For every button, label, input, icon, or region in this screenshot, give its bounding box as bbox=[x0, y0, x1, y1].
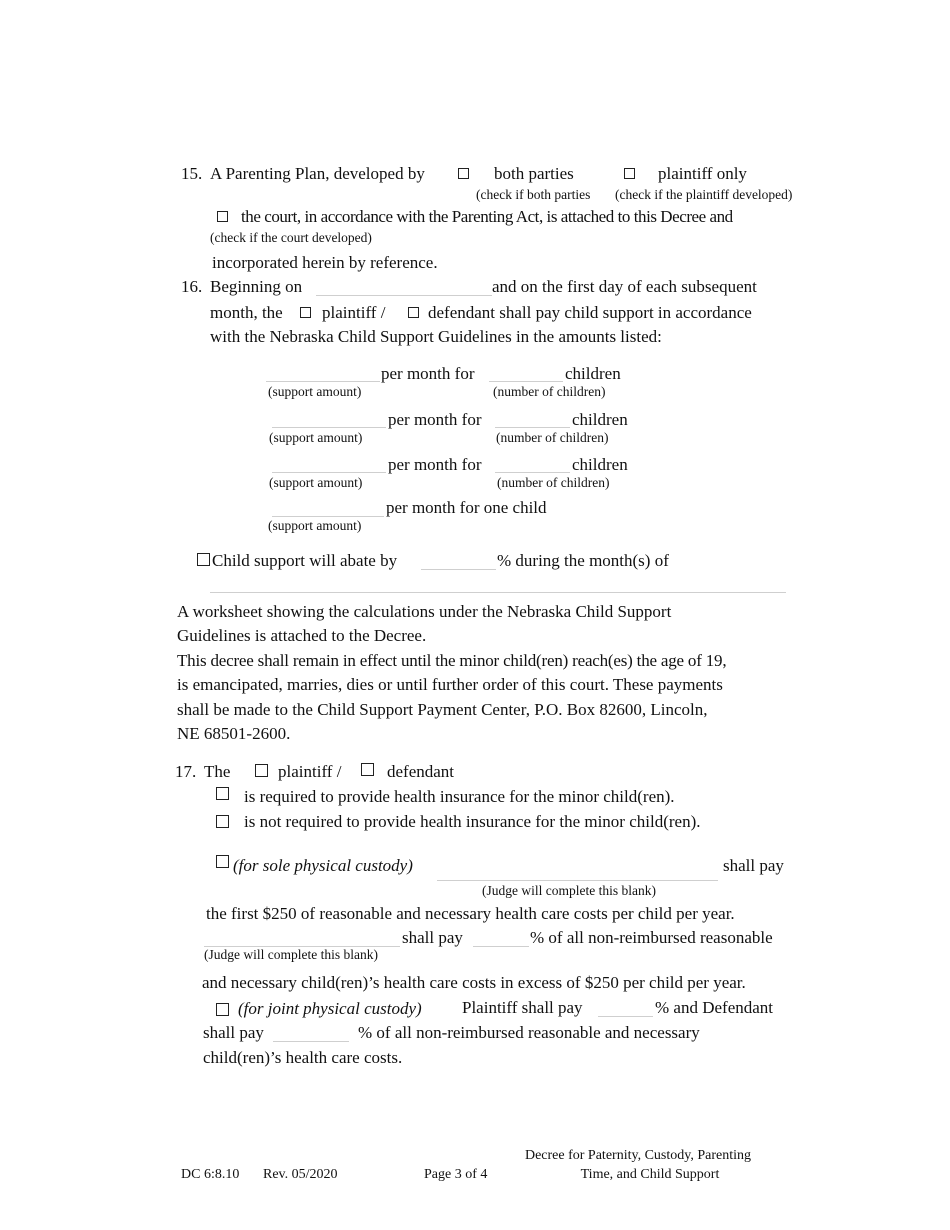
all-non-reimbursed-text: % of all non-reimbursed reasonable and necessary bbox=[358, 1023, 700, 1042]
payment-center-line: shall be made to the Child Support Payment Center, P.O. Box 82600, Lincoln, bbox=[177, 700, 708, 719]
item-15-tail: incorporated herein by reference. bbox=[212, 253, 438, 272]
plaintiff-only-note: (check if the plaintiff developed) bbox=[615, 187, 793, 202]
payer-plaintiff-label: plaintiff / bbox=[322, 303, 386, 322]
children-count-note: (number of children) bbox=[496, 430, 609, 445]
plaintiff-only-checkbox[interactable] bbox=[624, 168, 635, 179]
item-17-the: The bbox=[204, 762, 231, 781]
revision-date: Rev. 05/2020 bbox=[263, 1167, 338, 1182]
support-amount-blank[interactable] bbox=[272, 427, 386, 428]
insurance-defendant-checkbox[interactable] bbox=[361, 763, 374, 776]
and-defendant-label: % and Defendant bbox=[655, 998, 774, 1017]
footer-title-line-1: Decree for Paternity, Custody, Parenting bbox=[524, 1148, 751, 1163]
both-parties-label: both parties bbox=[494, 164, 574, 183]
abate-checkbox[interactable] bbox=[197, 553, 210, 566]
per-month-label: per month for bbox=[388, 410, 482, 429]
abate-percent-blank[interactable] bbox=[421, 569, 496, 570]
court-developed-note: (check if the court developed) bbox=[210, 230, 372, 245]
support-amount-note: (support amount) bbox=[269, 475, 363, 490]
insurance-not-required-label: is not required to provide health insurance for the minor child(ren). bbox=[244, 812, 701, 831]
children-count-blank[interactable] bbox=[489, 381, 563, 382]
insurance-required-checkbox[interactable] bbox=[216, 787, 229, 800]
per-month-label: per month for bbox=[381, 364, 475, 383]
payer-defendant-label: defendant shall pay child support in accordance bbox=[428, 303, 752, 322]
insurance-required-label: is required to provide health insurance for the minor child(ren). bbox=[244, 787, 675, 806]
month-the-text: month, the bbox=[210, 303, 283, 322]
support-amount-note: (support amount) bbox=[268, 384, 362, 399]
health-care-costs-text: child(ren)’s health care costs. bbox=[203, 1048, 403, 1067]
insurance-plaintiff-checkbox[interactable] bbox=[255, 764, 268, 777]
support-amount-blank[interactable] bbox=[272, 472, 386, 473]
joint-custody-label: (for joint physical custody) bbox=[238, 999, 422, 1018]
page-number: Page 3 of 4 bbox=[424, 1167, 488, 1182]
decree-effect-line-1: This decree shall remain in effect until the minor child(ren) reach(es) the age of 19, bbox=[177, 651, 727, 670]
sole-custody-label: (for sole physical custody) bbox=[233, 856, 413, 875]
sole-custody-payer-blank[interactable] bbox=[437, 880, 718, 881]
per-month-label: per month for bbox=[388, 455, 482, 474]
one-child-label: per month for one child bbox=[386, 498, 547, 517]
payer-plaintiff-checkbox[interactable] bbox=[300, 307, 311, 318]
sole-custody-checkbox[interactable] bbox=[216, 855, 229, 868]
plaintiff-percent-blank[interactable] bbox=[598, 1016, 653, 1017]
insurance-defendant-label: defendant bbox=[387, 762, 455, 781]
children-label: children bbox=[572, 455, 628, 474]
start-date-blank[interactable] bbox=[316, 295, 492, 296]
both-parties-checkbox[interactable] bbox=[458, 168, 469, 179]
payer-defendant-checkbox[interactable] bbox=[408, 307, 419, 318]
children-count-blank[interactable] bbox=[495, 427, 570, 428]
one-child-amount-blank[interactable] bbox=[272, 516, 384, 517]
subsequent-month-text: and on the first day of each subsequent bbox=[492, 277, 757, 296]
abate-label: Child support will abate by bbox=[212, 551, 398, 570]
one-child-note: (support amount) bbox=[268, 518, 362, 533]
shall-pay-label: shall pay bbox=[723, 856, 784, 875]
item-15-number: 15. bbox=[181, 164, 203, 183]
shall-pay-label-3: shall pay bbox=[203, 1023, 264, 1042]
plaintiff-only-label: plaintiff only bbox=[658, 164, 747, 183]
payment-center-zip: NE 68501-2600. bbox=[177, 724, 291, 743]
support-amount-note: (support amount) bbox=[269, 430, 363, 445]
item-16-number: 16. bbox=[181, 277, 203, 296]
insurance-not-required-checkbox[interactable] bbox=[216, 815, 229, 828]
judge-complete-note-2: (Judge will complete this blank) bbox=[204, 947, 378, 962]
court-developed-label: the court, in accordance with the Parenting Act, is attached to this Decree and bbox=[241, 207, 733, 226]
children-label: children bbox=[572, 410, 628, 429]
item-17-number: 17. bbox=[175, 762, 197, 781]
abate-months-blank[interactable] bbox=[210, 592, 786, 593]
judge-complete-note: (Judge will complete this blank) bbox=[482, 883, 656, 898]
children-label: children bbox=[565, 364, 621, 383]
worksheet-line-1: A worksheet showing the calculations under the Nebraska Child Support bbox=[177, 602, 672, 621]
form-number: DC 6:8.10 bbox=[181, 1167, 240, 1182]
non-reimbursed-percent-blank[interactable] bbox=[473, 946, 529, 947]
footer-title-line-2: Time, and Child Support bbox=[580, 1167, 720, 1182]
shall-pay-label-2: shall pay bbox=[402, 928, 463, 947]
insurance-plaintiff-label: plaintiff / bbox=[278, 762, 342, 781]
decree-effect-line-2: is emancipated, marries, dies or until further order of this court. These payments bbox=[177, 675, 723, 694]
beginning-on-label: Beginning on bbox=[210, 277, 303, 296]
defendant-percent-blank[interactable] bbox=[273, 1041, 349, 1042]
children-count-note: (number of children) bbox=[497, 475, 610, 490]
abate-months-label: % during the month(s) of bbox=[497, 551, 669, 570]
worksheet-line-2: Guidelines is attached to the Decree. bbox=[177, 626, 427, 645]
guidelines-text: with the Nebraska Child Support Guidelines in the amounts listed: bbox=[210, 327, 662, 346]
joint-custody-checkbox[interactable] bbox=[216, 1003, 229, 1016]
court-developed-checkbox[interactable] bbox=[217, 211, 228, 222]
both-parties-note: (check if both parties bbox=[476, 187, 591, 202]
children-count-blank[interactable] bbox=[495, 472, 570, 473]
first-250-text: the first $250 of reasonable and necessary health care costs per child per year. bbox=[206, 904, 735, 923]
non-reimbursed-text: % of all non-reimbursed reasonable bbox=[530, 928, 773, 947]
item-15-lead: A Parenting Plan, developed by bbox=[210, 164, 425, 183]
children-count-note: (number of children) bbox=[493, 384, 606, 399]
support-amount-blank[interactable] bbox=[266, 381, 380, 382]
excess-250-text: and necessary child(ren)’s health care costs in excess of $250 per child per year. bbox=[202, 973, 746, 992]
plaintiff-shall-pay-label: Plaintiff shall pay bbox=[462, 998, 583, 1017]
